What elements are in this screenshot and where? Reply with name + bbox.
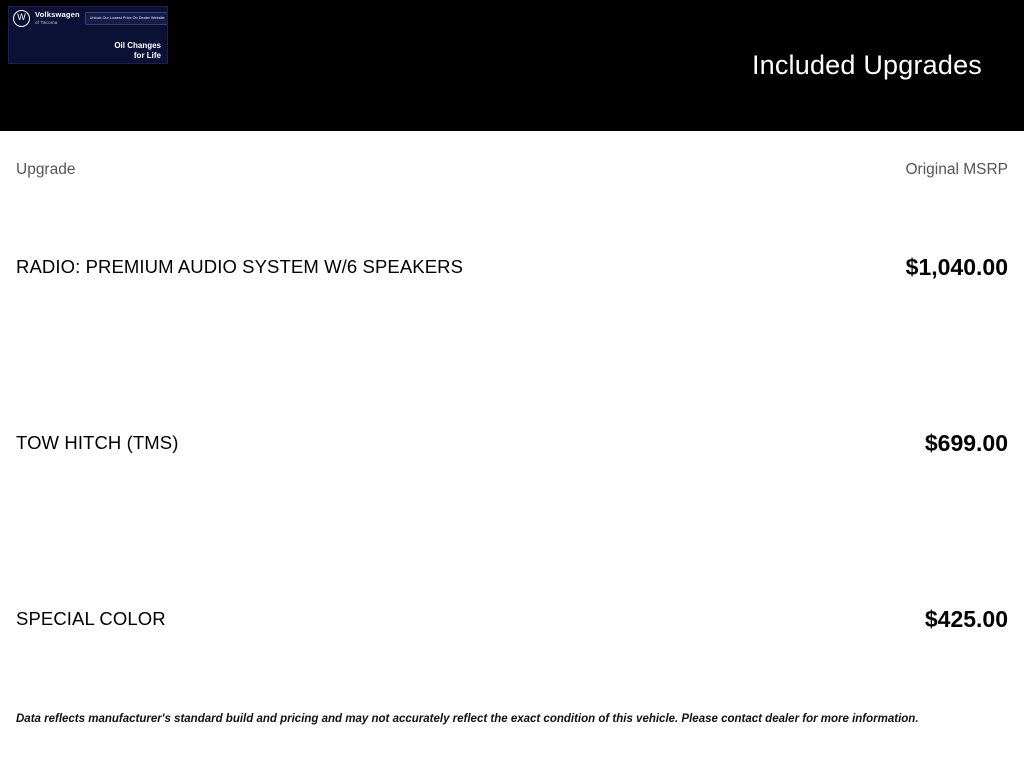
badge-tagline xyxy=(114,41,161,60)
table-row xyxy=(16,531,1008,707)
page-header xyxy=(0,0,1024,131)
upgrades-table xyxy=(0,131,1024,707)
dealer-ad-badge[interactable] xyxy=(8,6,168,64)
upgrade-price: $425.00 xyxy=(924,606,1008,632)
upgrade-name: RADIO: PREMIUM AUDIO SYSTEM W/6 SPEAKERS xyxy=(16,256,464,277)
vw-roundel-icon xyxy=(13,10,30,27)
column-header-upgrade: Upgrade xyxy=(16,161,76,178)
disclaimer-text: Data reflects manufacturer's standard build and pricing and may not accurately reflect the exact condition of this vehicle. Please contact dealer for more information. xyxy=(16,713,919,725)
badge-tagline-line1: Oil Changes xyxy=(114,41,161,50)
upgrade-name: TOW HITCH (TMS) xyxy=(16,432,179,453)
dealer-wordmark xyxy=(35,11,80,27)
table-body xyxy=(16,179,1008,707)
page-title: Included Upgrades xyxy=(751,50,982,80)
dealer-brand: Volkswagen xyxy=(35,9,80,19)
table-header-row xyxy=(16,131,1008,179)
column-header-msrp: Original MSRP xyxy=(905,161,1008,178)
table-row xyxy=(16,355,1008,531)
upgrade-name: SPECIAL COLOR xyxy=(16,608,166,629)
table-row xyxy=(16,179,1008,355)
badge-top-row xyxy=(9,7,167,27)
upgrade-price: $1,040.00 xyxy=(905,254,1008,280)
badge-tagline-line2: for Life xyxy=(133,50,161,60)
badge-cta-button[interactable]: Unlock Our Lowest Price On Dealer Website xyxy=(85,12,168,25)
dealer-brand-sub: of Tacoma xyxy=(35,19,58,25)
upgrade-price: $699.00 xyxy=(924,430,1008,456)
